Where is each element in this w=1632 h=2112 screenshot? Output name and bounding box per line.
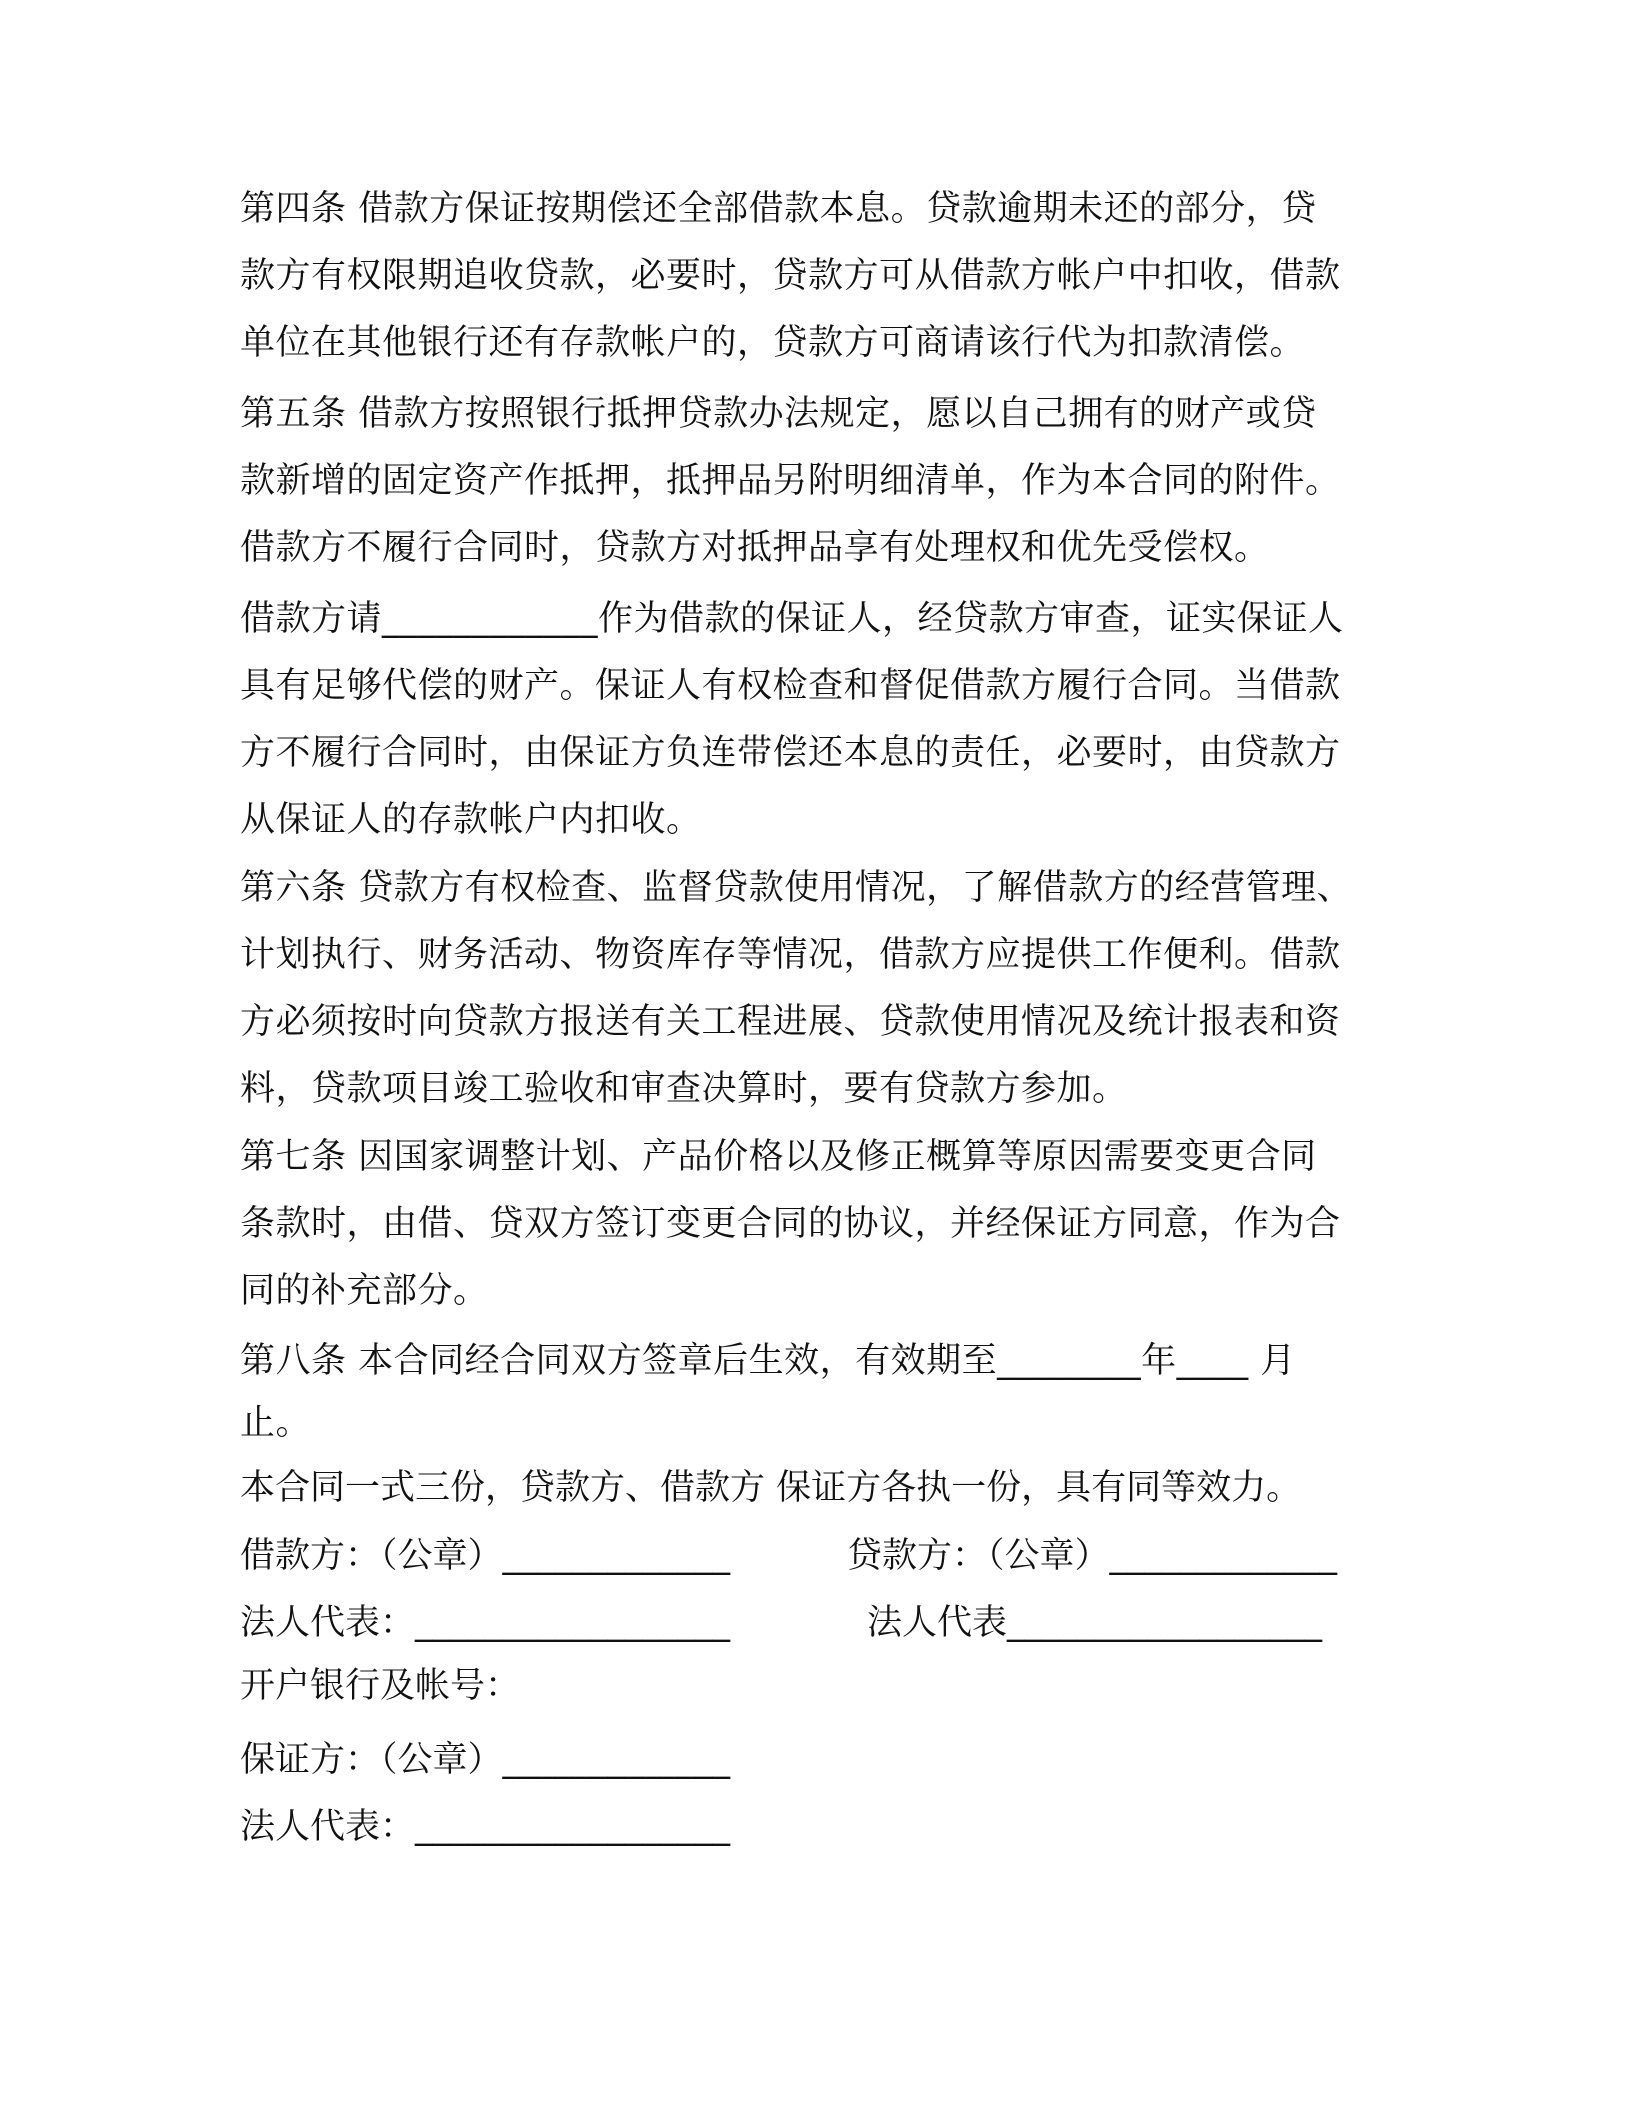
lender-seal-line: 贷款方：（公章）_____________ [847,1536,1338,1576]
article-7-line: 条款时，由借、贷双方签订变更合同的协议，并经保证方同意，作为合 [240,1204,1341,1244]
article-4 [240,176,1390,377]
article-8-line: 止。 [240,1403,312,1443]
article-7 [240,1124,1390,1325]
article-8-line: 第八条 本合同经合同双方签章后生效，有效期至________年____ 月 [240,1341,1296,1381]
guarantor-legal-rep-line: 法人代表：__________________ [240,1807,731,1847]
article-6-line: 方必须按时向贷款方报送有关工程进展、贷款使用情况及统计报表和资 [240,1002,1341,1042]
article-5 [240,381,1390,582]
guarantor-paragraph-line: 具有足够代偿的财产。保证人有权检查和督促借款方履行合同。当借款 [240,666,1341,706]
article-5-line: 款新增的固定资产作抵押，抵押品另附明细清单，作为本合同的附件。 [240,461,1341,501]
article-8 [240,1330,1390,1454]
article-6-line: 料，贷款项目竣工验收和审查决算时，要有贷款方参加。 [240,1069,1128,1109]
copies-statement: 本合同一式三份，贷款方、借款方 保证方各执一份，具有同等效力。 [240,1468,1302,1508]
article-4-line: 第四条 借款方保证按期偿还全部借款本息。贷款逾期未还的部分，贷 [240,189,1317,229]
guarantor-paragraph-line: 方不履行合同时，由保证方负连带偿还本息的责任，必要时，由贷款方 [240,733,1341,773]
borrower-seal-line: 借款方：（公章）_____________ [240,1536,731,1576]
guarantor-seal-line: 保证方：（公章）_____________ [240,1740,731,1780]
article-6 [240,855,1390,1123]
article-6-line: 计划执行、财务活动、物资库存等情况，借款方应提供工作便利。借款 [240,935,1341,975]
article-4-line: 单位在其他银行还有存款帐户的，贷款方可商请该行代为扣款清偿。 [240,323,1306,363]
bank-account-label: 开户银行及帐号： [240,1666,521,1706]
borrower-legal-rep-line: 法人代表：__________________ [240,1603,731,1643]
article-4-line: 款方有权限期追收贷款，必要时，贷款方可从借款方帐户中扣收，借款 [240,256,1341,296]
article-5-line: 借款方不履行合同时，贷款方对抵押品享有处理权和优先受偿权。 [240,528,1270,568]
article-7-line: 同的补充部分。 [240,1271,489,1311]
article-5-line: 第五条 借款方按照银行抵押贷款办法规定，愿以自己拥有的财产或贷 [240,394,1317,434]
lender-legal-rep-line: 法人代表__________________ [867,1603,1323,1643]
guarantor-paragraph [240,586,1390,854]
article-6-line: 第六条 贷款方有权检查、监督贷款使用情况，了解借款方的经营管理、 [240,868,1353,908]
guarantor-paragraph-line: 从保证人的存款帐户内扣收。 [240,800,702,840]
article-7-line: 第七条 因国家调整计划、产品价格以及修正概算等原因需要变更合同 [240,1137,1317,1177]
guarantor-paragraph-line: 借款方请____________作为借款的保证人，经贷款方审查，证实保证人 [240,599,1344,639]
